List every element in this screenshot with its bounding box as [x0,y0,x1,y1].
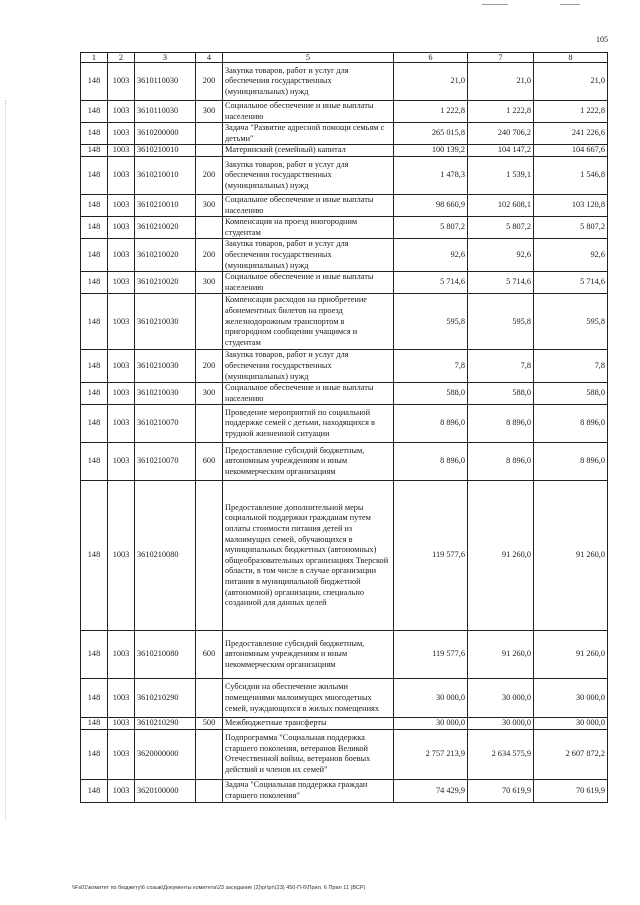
table-row [81,383,608,405]
budget-table [80,52,608,803]
table-row [81,443,608,481]
code-section: 1003 [108,294,135,350]
amount-col7: 240 706,2 [468,123,534,145]
amount-col8: 8 896,0 [534,443,608,481]
table-row [81,272,608,294]
amount-col8: 595,8 [534,294,608,350]
amount-col6: 92,6 [394,239,468,272]
code-chief-admin: 148 [81,123,108,145]
amount-col6: 1 478,3 [394,156,468,194]
code-chief-admin: 148 [81,194,108,216]
code-target-article: 3610200000 [135,123,196,145]
code-target-article: 3610210020 [135,217,196,239]
code-section: 1003 [108,194,135,216]
code-expense-type [196,481,223,631]
header-cell: 2 [108,53,135,63]
item-name: Закупка товаров, работ и услуг для обеспечения государственных (муниципальных) нужд [223,350,394,383]
code-expense-type [196,145,223,157]
code-chief-admin: 148 [81,350,108,383]
code-section: 1003 [108,101,135,123]
amount-col7: 1 222,8 [468,101,534,123]
code-chief-admin: 148 [81,101,108,123]
table-row [81,718,608,730]
amount-col7: 91 260,0 [468,481,534,631]
item-name: Социальное обеспечение и иные выплаты населению [223,194,394,216]
header-cell: 4 [196,53,223,63]
item-name: Социальное обеспечение и иные выплаты населению [223,101,394,123]
code-expense-type [196,779,223,802]
code-expense-type [196,405,223,443]
table-row [81,123,608,145]
amount-col6: 5 714,6 [394,272,468,294]
table-row [81,631,608,679]
code-section: 1003 [108,718,135,730]
code-expense-type: 200 [196,156,223,194]
amount-col7: 2 634 575,9 [468,729,534,779]
amount-col6: 265 015,8 [394,123,468,145]
amount-col8: 1 546,8 [534,156,608,194]
header-cell: 6 [394,53,468,63]
amount-col7: 104 147,2 [468,145,534,157]
amount-col6: 30 000,0 [394,679,468,718]
code-chief-admin: 148 [81,481,108,631]
code-target-article: 3610110030 [135,63,196,101]
item-name: Закупка товаров, работ и услуг для обеспечения государственных (муниципальных) нужд [223,239,394,272]
code-target-article: 3610210010 [135,156,196,194]
code-section: 1003 [108,631,135,679]
code-target-article: 3610210030 [135,294,196,350]
amount-col7: 7,8 [468,350,534,383]
code-section: 1003 [108,217,135,239]
code-expense-type: 600 [196,631,223,679]
table-row [81,679,608,718]
code-chief-admin: 148 [81,631,108,679]
code-target-article: 3610210290 [135,718,196,730]
amount-col6: 119 577,6 [394,481,468,631]
item-name: Субсидии на обеспечение жилыми помещениями малоимущих многодетных семей, нуждающихся в жилых помещениях [223,679,394,718]
code-expense-type [196,123,223,145]
code-chief-admin: 148 [81,63,108,101]
code-chief-admin: 148 [81,294,108,350]
top-rule [560,4,580,5]
amount-col6: 5 807,2 [394,217,468,239]
amount-col8: 30 000,0 [534,718,608,730]
footer-file-path: \\Fs01\комитет по бюджету\6 созыв\Документы комитета\23 заседание (2)\pr\pr\(23) 450-П-6\Прил. 6 Прил 11 (ВСР) [72,885,366,891]
amount-col8: 91 260,0 [534,631,608,679]
code-section: 1003 [108,350,135,383]
code-target-article: 3610210020 [135,239,196,272]
code-section: 1003 [108,405,135,443]
item-name: Подпрограмма "Социальная поддержка старшего поколения, ветеранов Великой Отечественной войны, ветеранов боевых действий и членов их семей" [223,729,394,779]
code-section: 1003 [108,679,135,718]
item-name: Компенсация на проезд иногородним студентам [223,217,394,239]
amount-col6: 7,8 [394,350,468,383]
amount-col6: 74 429,9 [394,779,468,802]
item-name: Социальное обеспечение и иные выплаты населению [223,383,394,405]
table-row [81,194,608,216]
amount-col8: 7,8 [534,350,608,383]
header-row [81,53,608,63]
amount-col8: 91 260,0 [534,481,608,631]
code-section: 1003 [108,239,135,272]
code-chief-admin: 148 [81,729,108,779]
code-target-article: 3610210070 [135,443,196,481]
amount-col7: 595,8 [468,294,534,350]
table-row [81,481,608,631]
amount-col8: 70 619,9 [534,779,608,802]
amount-col8: 92,6 [534,239,608,272]
item-name: Социальное обеспечение и иные выплаты населению [223,272,394,294]
code-target-article: 3610210030 [135,350,196,383]
item-name: Предоставление дополнительной меры социальной поддержки гражданам путем оплаты стоимости питания детей из малоимущих семей, обучающихся в муниципальных бюджетных (автономных) общеобразовательных организациях Тверской области, в том числе в случае организации питания в муниципальной бюджетной (автономной) организации, специально созданной для данных целей [223,481,394,631]
code-target-article: 3610210010 [135,194,196,216]
item-name: Предоставление субсидий бюджетным, автономным учреждениям и иным некоммерческим организациям [223,631,394,679]
item-name: Компенсация расходов на приобретение абонементных билетов на проезд железнодорожным транспортом в пригородном сообщении учащимся и студентам [223,294,394,350]
code-chief-admin: 148 [81,217,108,239]
table-row [81,156,608,194]
amount-col6: 8 896,0 [394,405,468,443]
amount-col6: 595,8 [394,294,468,350]
amount-col8: 241 226,6 [534,123,608,145]
top-rule [482,4,508,5]
amount-col7: 5 807,2 [468,217,534,239]
table-row [81,101,608,123]
code-section: 1003 [108,123,135,145]
table-row [81,63,608,101]
code-expense-type [196,729,223,779]
item-name: Проведение мероприятий по социальной поддержке семей с детьми, находящихся в трудной жизненной ситуации [223,405,394,443]
item-name: Закупка товаров, работ и услуг для обеспечения государственных (муниципальных) нужд [223,63,394,101]
table-row [81,350,608,383]
code-chief-admin: 148 [81,405,108,443]
amount-col8: 5 807,2 [534,217,608,239]
code-target-article: 3610210010 [135,145,196,157]
code-expense-type: 200 [196,350,223,383]
amount-col7: 1 539,1 [468,156,534,194]
code-chief-admin: 148 [81,383,108,405]
amount-col7: 91 260,0 [468,631,534,679]
code-section: 1003 [108,779,135,802]
header-cell: 1 [81,53,108,63]
amount-col7: 8 896,0 [468,405,534,443]
code-target-article: 3610210030 [135,383,196,405]
header-cell: 5 [223,53,394,63]
amount-col8: 1 222,8 [534,101,608,123]
amount-col7: 92,6 [468,239,534,272]
amount-col6: 588,0 [394,383,468,405]
amount-col6: 100 139,2 [394,145,468,157]
code-chief-admin: 148 [81,718,108,730]
header-cell: 8 [534,53,608,63]
table-row [81,294,608,350]
code-target-article: 3610210070 [135,405,196,443]
amount-col8: 5 714,6 [534,272,608,294]
code-chief-admin: 148 [81,239,108,272]
item-name: Задача "Развитие адресной помощи семьям с детьми" [223,123,394,145]
amount-col8: 588,0 [534,383,608,405]
code-section: 1003 [108,272,135,294]
table-row [81,145,608,157]
amount-col7: 8 896,0 [468,443,534,481]
code-chief-admin: 148 [81,272,108,294]
header-cell: 3 [135,53,196,63]
table-row [81,405,608,443]
item-name: Материнский (семейный) капитал [223,145,394,157]
code-target-article: 3620000000 [135,729,196,779]
code-expense-type [196,679,223,718]
amount-col7: 30 000,0 [468,718,534,730]
code-target-article: 3610210080 [135,481,196,631]
code-target-article: 3620100000 [135,779,196,802]
code-target-article: 3610110030 [135,101,196,123]
code-expense-type [196,294,223,350]
code-chief-admin: 148 [81,679,108,718]
amount-col6: 119 577,6 [394,631,468,679]
amount-col7: 30 000,0 [468,679,534,718]
code-section: 1003 [108,443,135,481]
code-expense-type: 600 [196,443,223,481]
amount-col7: 102 608,1 [468,194,534,216]
code-section: 1003 [108,481,135,631]
amount-col7: 70 619,9 [468,779,534,802]
code-section: 1003 [108,729,135,779]
amount-col8: 30 000,0 [534,679,608,718]
amount-col7: 588,0 [468,383,534,405]
code-target-article: 3610210290 [135,679,196,718]
header-cell: 7 [468,53,534,63]
item-name: Задача "Социальная поддержка граждан старшего поколения" [223,779,394,802]
code-target-article: 3610210020 [135,272,196,294]
code-expense-type: 300 [196,272,223,294]
amount-col7: 21,0 [468,63,534,101]
amount-col6: 30 000,0 [394,718,468,730]
amount-col8: 103 120,8 [534,194,608,216]
code-section: 1003 [108,145,135,157]
amount-col8: 8 896,0 [534,405,608,443]
code-section: 1003 [108,156,135,194]
code-target-article: 3610210080 [135,631,196,679]
page-number: 105 [596,35,608,44]
table-row [81,217,608,239]
code-chief-admin: 148 [81,443,108,481]
amount-col6: 21,0 [394,63,468,101]
code-chief-admin: 148 [81,779,108,802]
amount-col8: 2 607 872,2 [534,729,608,779]
amount-col6: 98 660,9 [394,194,468,216]
amount-col7: 5 714,6 [468,272,534,294]
code-expense-type [196,217,223,239]
code-expense-type: 300 [196,383,223,405]
amount-col8: 21,0 [534,63,608,101]
amount-col6: 1 222,8 [394,101,468,123]
code-expense-type: 300 [196,101,223,123]
item-name: Предоставление субсидий бюджетным, автономным учреждениям и иным некоммерческим организациям [223,443,394,481]
margin-marks [5,100,7,820]
amount-col6: 2 757 213,9 [394,729,468,779]
amount-col6: 8 896,0 [394,443,468,481]
table-row [81,239,608,272]
item-name: Закупка товаров, работ и услуг для обеспечения государственных (муниципальных) нужд [223,156,394,194]
amount-col8: 104 667,6 [534,145,608,157]
code-expense-type: 300 [196,194,223,216]
table-row [81,729,608,779]
code-chief-admin: 148 [81,145,108,157]
code-expense-type: 200 [196,63,223,101]
code-section: 1003 [108,63,135,101]
table-row [81,779,608,802]
code-expense-type: 200 [196,239,223,272]
code-chief-admin: 148 [81,156,108,194]
code-section: 1003 [108,383,135,405]
item-name: Межбюджетные трансферты [223,718,394,730]
code-expense-type: 500 [196,718,223,730]
